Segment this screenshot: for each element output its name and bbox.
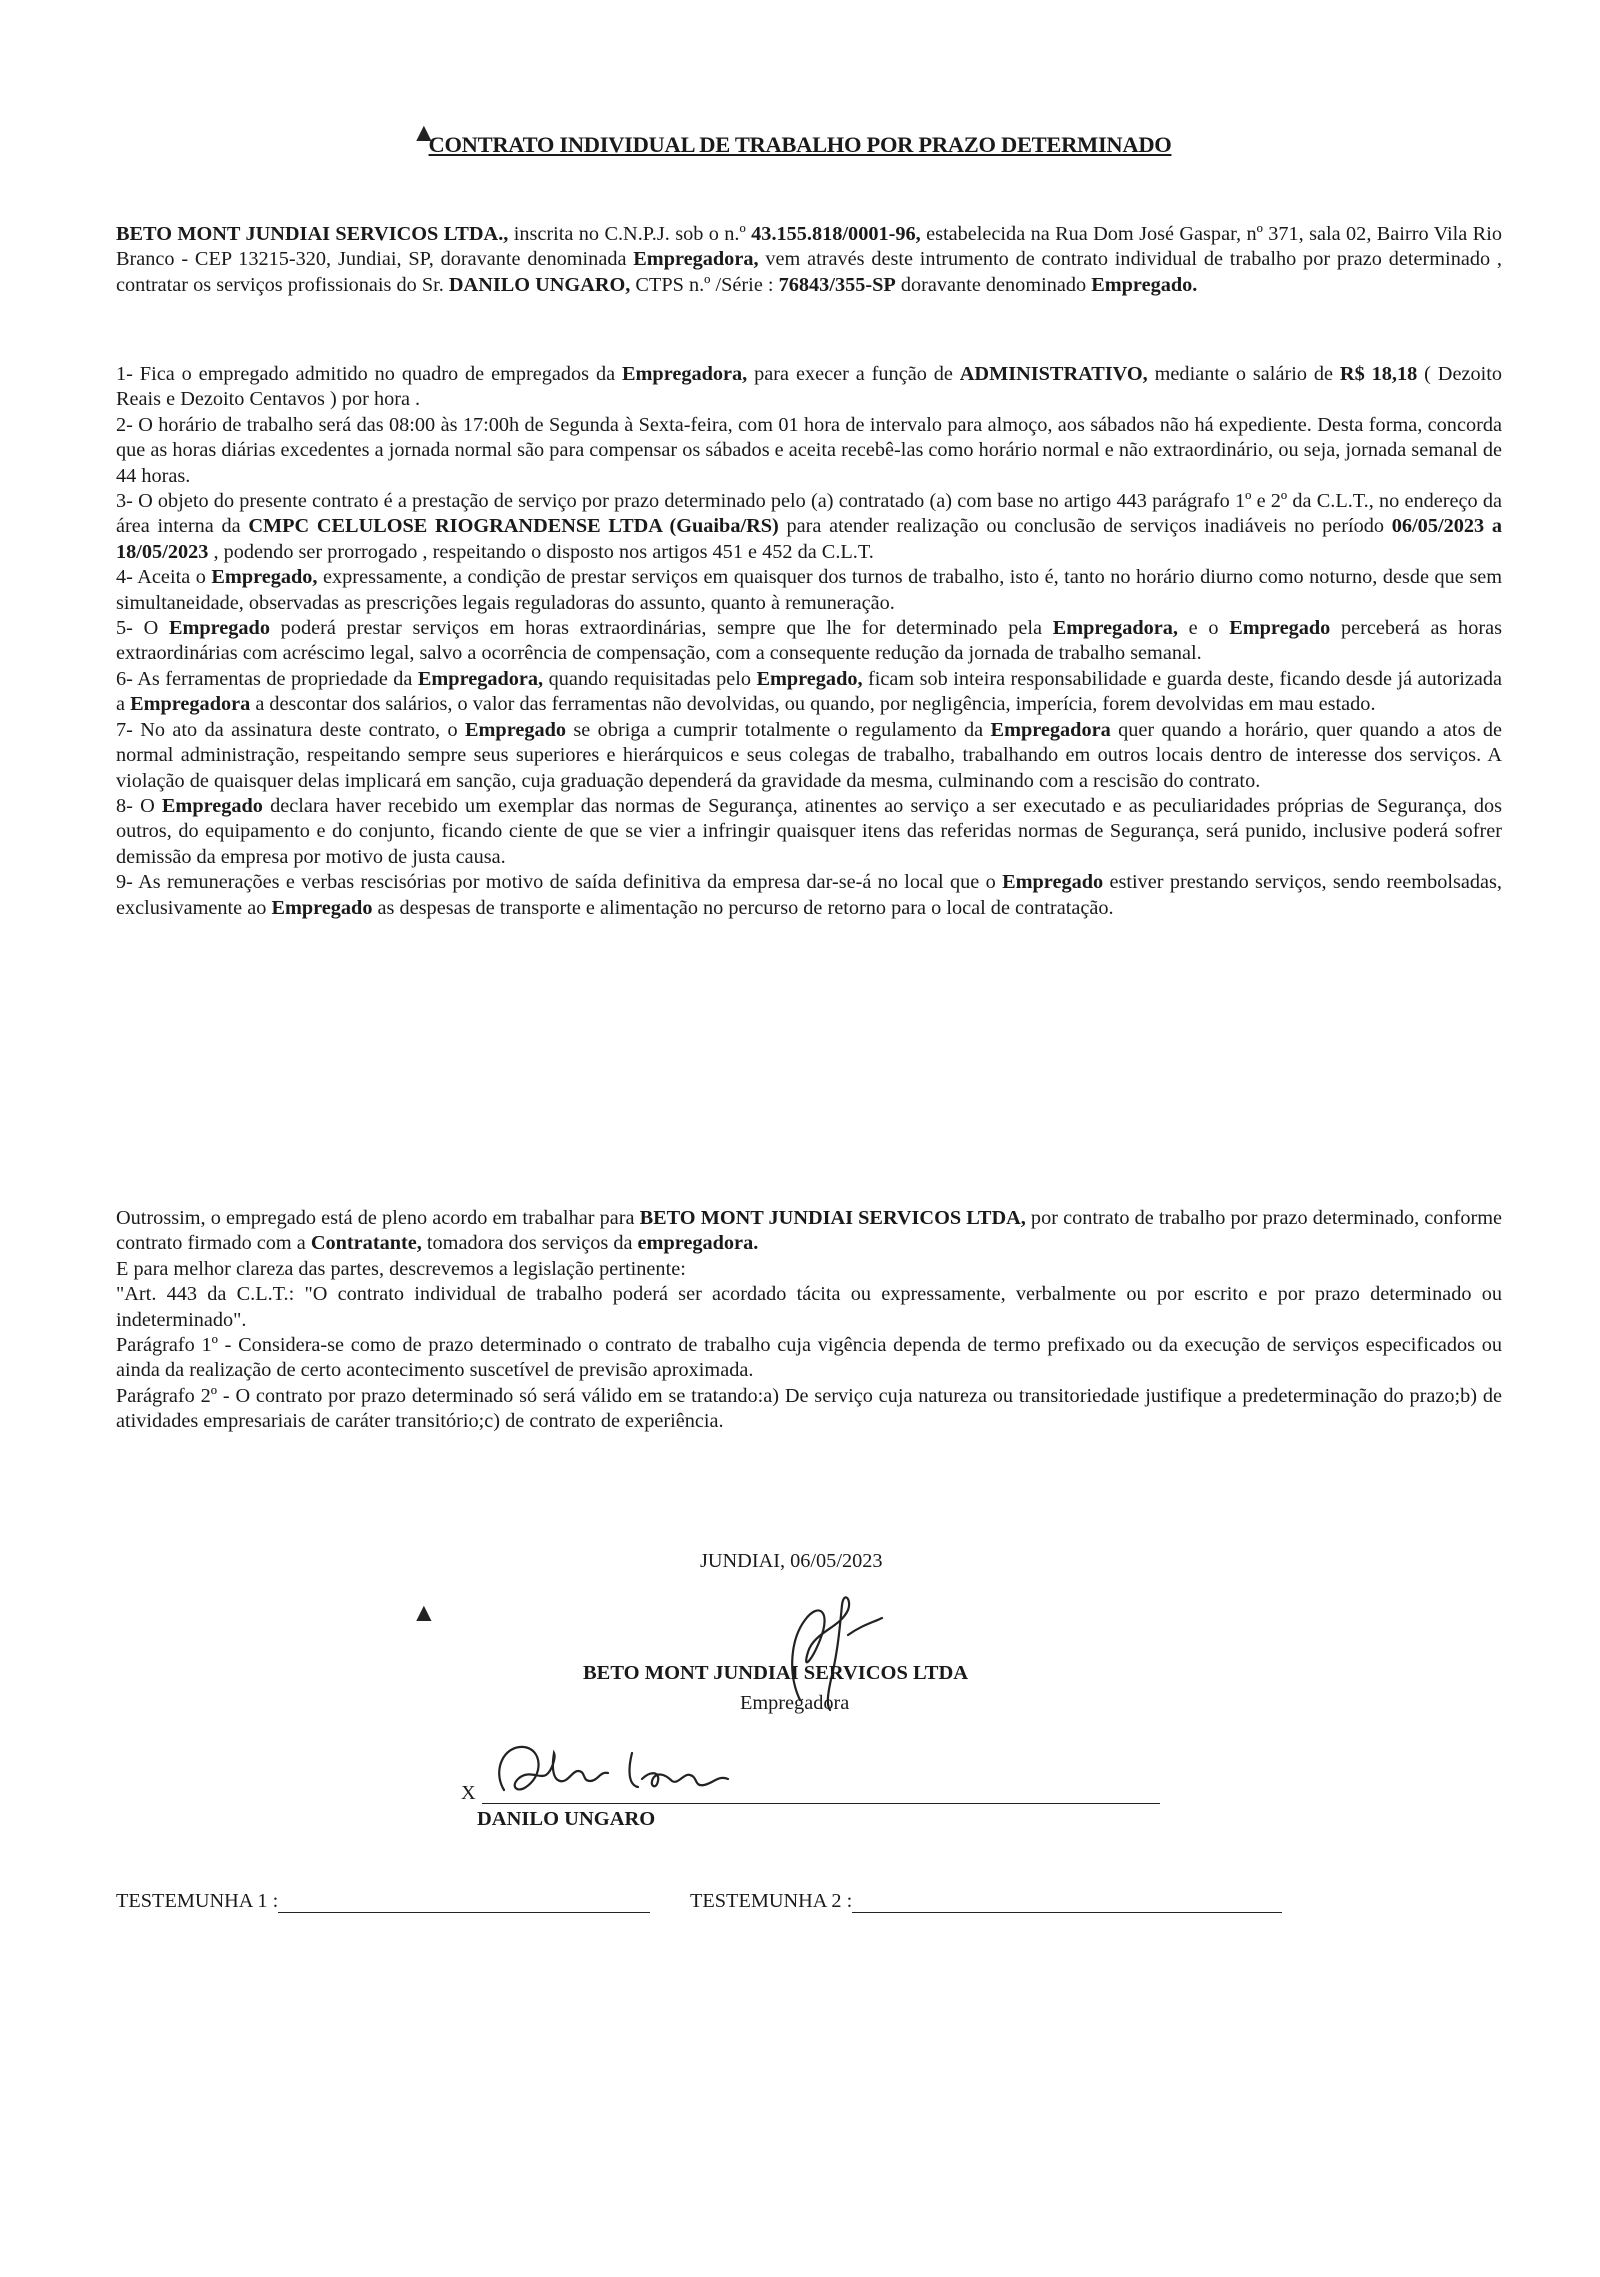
clause-3: 3- O objeto do presente contrato é a prestação de serviço por prazo determinado pelo (a) contratado (a) com base no artigo 443 parágrafo 1º e 2º da C.L.T., no endereço da área interna da CMPC CELULOSE RIOGRANDENSE LTDA (Guaiba/RS) para atender realização ou conclusão de serviços inadiáveis no período 06/05/2023 a 18/05/2023 , podendo ser prorrogado , respeitando o disposto nos artigos 451 e 452 da C.L.T. xyxy=(116,490,1503,563)
employee-signature-name: DANILO UNGARO xyxy=(477,1808,656,1830)
clause-8: 8- O Empregado declara haver recebido um exemplar das normas de Segurança, atinentes ao serviço a ser executado e as peculiaridades próprias de Segurança, dos outros, do equipamento e do conjunto, ficando ciente de que se vier a infringir quaisquer itens das referidas normas de Segurança, será punido, inclusive poderá sofrer demissão da empresa por motivo de justa causa. xyxy=(116,794,1502,868)
company-name: BETO MONT JUNDIAI SERVICOS LTDA., xyxy=(116,223,509,245)
witness-1-line xyxy=(278,1892,650,1913)
clause-2: 2- O horário de trabalho será das 08:00 às 17:00h de Segunda à Sexta-feira, com 01 hora de intervalo para almoço, aos sábados não há expediente. Desta forma, concorda que as horas diárias excedentes a jornada normal são para compensar os sábados e aceita recebê-las como horário normal e não extraordinário, ou seja, jornada semanal de 44 horas. xyxy=(116,413,1502,487)
clauses xyxy=(116,362,1502,921)
witness-1-label: TESTEMUNHA 1 : xyxy=(116,1890,279,1912)
witness-1 xyxy=(116,1890,650,1913)
paragraph-2: Parágrafo 2º - O contrato por prazo determinado só será válido em se tratando:a) De serviço cuja natureza ou transitoriedade justifique a predeterminação do prazo;b) de atividades empresariais de caráter transitório;c) de contrato de experiência. xyxy=(116,1384,1502,1433)
cnpj: 43.155.818/0001-96, xyxy=(751,223,921,245)
clause-1: 1- Fica o empregado admitido no quadro de empregados da Empregadora, para execer a função de ADMINISTRATIVO, mediante o salário de R$ 18,18 ( Dezoito Reais e Dezoito Centavos ) por hora . xyxy=(116,363,1502,411)
agreement-paragraph: Outrossim, o empregado está de pleno acordo em trabalhar para BETO MONT JUNDIAI SERVICOS LTDA, por contrato de trabalho por prazo determinado, conforme contrato firmado com a Contratante, tomadora dos serviços da empregadora. xyxy=(116,1207,1502,1255)
clause-7: 7- No ato da assinatura deste contrato, o Empregado se obriga a cumprir totalmente o regulamento da Empregadora quer quando a horário, quer quando a atos de normal administração, respeitando sempre seus superiores e hierárquicos e seus colegas de trabalho, trabalhando em outros locais dentro de interesse dos serviços. A violação de quaisquer delas implicará em sanção, cuja graduação dependerá da gravidade da mesma, culminando com a rescisão do contrato. xyxy=(116,718,1503,792)
salary: R$ 18,18 xyxy=(1339,363,1418,385)
clause-4: 4- Aceita o Empregado, expressamente, a condição de prestar serviços em quaisquer dos turnos de trabalho, isto é, tanto no horário diurno como noturno, desde que sem simultaneidade, observadas as prescrições legais reguladoras do assunto, quanto à remuneração. xyxy=(116,566,1502,614)
job-role: ADMINISTRATIVO, xyxy=(959,363,1148,385)
intro-paragraph: BETO MONT JUNDIAI SERVICOS LTDA., inscrita no C.N.P.J. sob o n.º 43.155.818/0001-96, estabelecida na Rua Dom José Gaspar, nº 371, sala 02, Bairro Vila Rio Branco - CEP 13215-320, Jundiai, SP, doravante denominada Empregadora, vem através deste intrumento de contrato individual de trabalho por prazo determinado , contratar os serviços profissionais do Sr. DANILO UNGARO, CTPS n.º /Série : 76843/355-SP doravante denominado Empregado. xyxy=(116,223,1502,296)
scan-mark: ▲ xyxy=(411,118,437,147)
article-443: "Art. 443 da C.L.T.: "O contrato individual de trabalho poderá ser acordado tácita ou expressamente, verbalmente ou por escrito e por prazo determinado ou indeterminado". xyxy=(116,1283,1502,1331)
document-title: CONTRATO INDIVIDUAL DE TRABALHO POR PRAZO DETERMINADO xyxy=(428,132,1172,157)
clause-6: 6- As ferramentas de propriedade da Empregadora, quando requisitadas pelo Empregado, ficam sob inteira responsabilidade e guarda deste, ficando desde já autorizada a Empregadora a descontar dos salários, o valor das ferramentas não devolvidas, ou quando, por negligência, imperícia, forem devolvidas em mau estado. xyxy=(116,667,1502,716)
paragraph-1: Parágrafo 1º - Considera-se como de prazo determinado o contrato de trabalho cuja vigência dependa de termo prefixado ou da execução de serviços especificados ou ainda da realização de certo acontecimento suscetível de previsão aproximada. xyxy=(116,1334,1502,1382)
signing-date: JUNDIAI, 06/05/2023 xyxy=(700,1550,883,1572)
witness-2-line xyxy=(852,1892,1282,1913)
clause-5: 5- O Empregado poderá prestar serviços em horas extraordinárias, sempre que lhe for determinado pela Empregadora, e o Empregado perceberá as horas extraordinárias com acréscimo legal, salvo a ocorrência de compensação, com a consequente redução da jornada de trabalho semanal. xyxy=(116,617,1502,665)
employee-signature xyxy=(482,1735,742,1810)
clause-9: 9- As remunerações e verbas rescisórias por motivo de saída definitiva da empresa dar-se-á no local que o Empregado estiver prestando serviços, sendo reembolsadas, exclusivamente ao Empregado as despesas de transporte e alimentação no percurso de retorno para o local de contratação. xyxy=(116,871,1502,919)
ctps-number: 76843/355-SP xyxy=(778,273,896,296)
final-section xyxy=(116,1206,1502,1435)
employer-name: BETO MONT JUNDIAI SERVICOS LTDA xyxy=(583,1662,969,1684)
witness-2 xyxy=(690,1890,1282,1913)
scan-mark: ▲ xyxy=(411,1598,437,1627)
contract-period: 06/05/2023 a 18/05/2023 xyxy=(116,515,1503,563)
legislation-intro: E para melhor clareza das partes, descrevemos a legislação pertinente: xyxy=(116,1257,686,1280)
employee-signature-line xyxy=(482,1803,1160,1804)
employee-name: DANILO UNGARO, xyxy=(448,273,631,296)
signature-x-mark: X xyxy=(461,1782,476,1804)
client-name: CMPC CELULOSE RIOGRANDENSE LTDA (Guaiba/RS) xyxy=(248,515,779,538)
employer-role: Empregadora xyxy=(740,1692,850,1714)
witness-2-label: TESTEMUNHA 2 : xyxy=(690,1890,853,1912)
